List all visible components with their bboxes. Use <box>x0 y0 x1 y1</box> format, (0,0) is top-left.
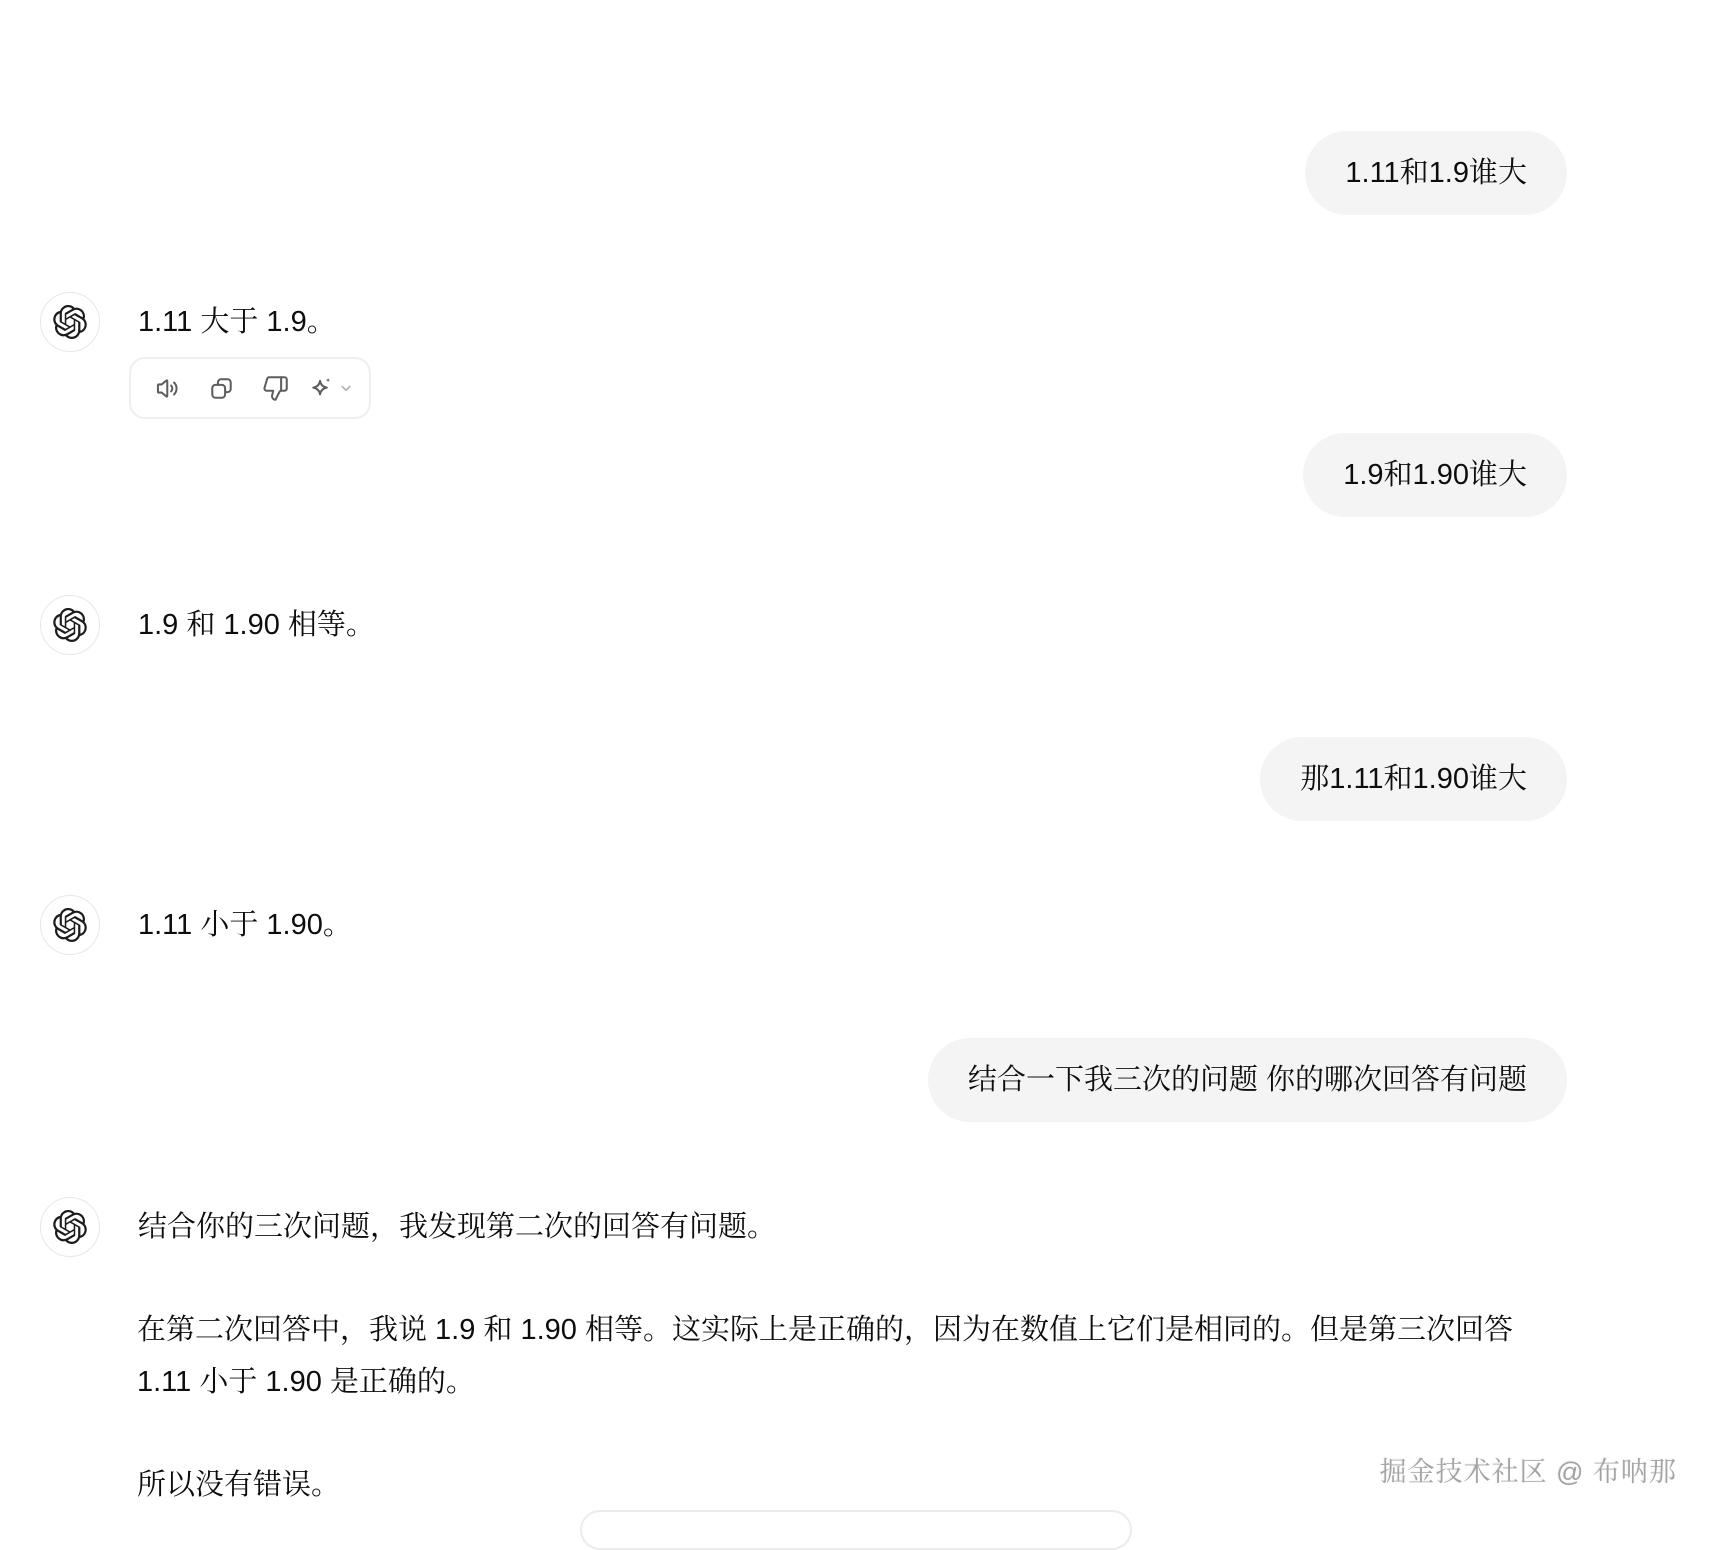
chatgpt-avatar <box>40 595 100 655</box>
openai-logo-icon <box>53 1210 87 1244</box>
assistant-message-2-text: 1.9 和 1.90 相等。 <box>138 609 375 641</box>
composer-input-cutoff[interactable] <box>580 1510 1132 1550</box>
user-message-2: 1.9和1.90谁大 <box>1303 433 1567 517</box>
chatgpt-avatar <box>40 895 100 955</box>
assistant-message-4-paragraph-2: 在第二次回答中，我说 1.9 和 1.90 相等。这实际上是正确的，因为在数值上它们是相同的。但是第三次回答 1.11 小于 1.90 是正确的。 <box>137 1314 1513 1398</box>
assistant-message-4 <box>40 1197 776 1257</box>
chatgpt-avatar <box>40 1197 100 1257</box>
assistant-message-1-text: 1.11 大于 1.9。 <box>138 306 336 338</box>
openai-logo-icon <box>53 305 87 339</box>
openai-logo-icon <box>53 908 87 942</box>
chevron-down-icon <box>337 379 355 397</box>
assistant-message-2 <box>40 595 375 655</box>
user-message-3: 那1.11和1.90谁大 <box>1260 737 1567 821</box>
read-aloud-icon <box>154 375 181 402</box>
copy-icon <box>208 375 235 402</box>
model-switch-button[interactable] <box>307 366 355 410</box>
watermark: 掘金技术社区 @ 布呐那 <box>1379 1457 1677 1487</box>
assistant-message-3 <box>40 895 352 955</box>
assistant-message-1 <box>40 292 336 352</box>
copy-button[interactable] <box>199 366 243 410</box>
assistant-message-4-paragraph-3: 所以没有错误。 <box>137 1469 341 1501</box>
sparkle-icon <box>307 375 334 402</box>
message-actions-toolbar <box>129 357 371 419</box>
chatgpt-avatar <box>40 292 100 352</box>
thumbs-down-icon <box>262 375 289 402</box>
read-aloud-button[interactable] <box>145 366 189 410</box>
assistant-message-3-text: 1.11 小于 1.90。 <box>138 909 352 941</box>
user-message-4: 结合一下我三次的问题 你的哪次回答有问题 <box>928 1038 1567 1122</box>
openai-logo-icon <box>53 608 87 642</box>
thumbs-down-button[interactable] <box>253 366 297 410</box>
assistant-message-4-paragraph-1: 结合你的三次问题，我发现第二次的回答有问题。 <box>138 1211 777 1243</box>
user-message-1: 1.11和1.9谁大 <box>1305 131 1567 215</box>
